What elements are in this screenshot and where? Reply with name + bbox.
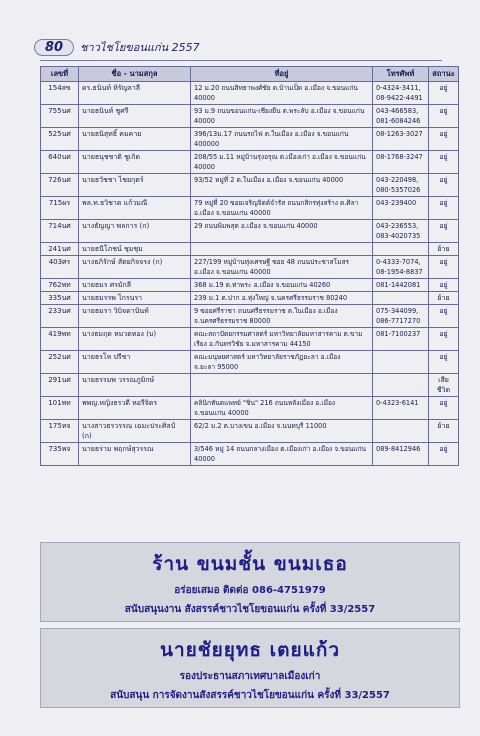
address-line: คลินิกทันตแพทย์ "ชิน" 216 ถนนหลังเมือง อ.เมือง [194,399,336,407]
member-status: อยู่ [429,197,459,220]
phone-line: 043-236553, [376,222,419,230]
address-line: 40000 [194,455,215,463]
publication-title: ชาวไชโยขอนแก่น 2557 [80,41,200,54]
member-id: 715ผร [41,197,79,220]
member-name: พพญ.หญิงธรวดี หอรีจิตร [79,397,191,420]
member-status: อยู่ [429,174,459,197]
address-line: 62/2 ม.2 ต.บางเขน อ.เมือง จ.นนทบุรี 11000 [194,422,327,430]
member-phone [373,374,429,397]
member-name: นายธนุชชาติ ชูเกิด [79,151,191,174]
member-name: นายธร่าม พฤกษ์สุวรรณ [79,443,191,466]
member-name: นายธนินท์ ชูศรี [79,105,191,128]
member-phone [373,397,429,420]
member-id: 714นศ [41,220,79,243]
table-row [41,328,459,351]
member-phone [373,256,429,279]
member-address [191,220,373,243]
ad-position: รองประธานสภาเทศบาลเมืองเก่า [179,671,321,682]
member-phone [373,105,429,128]
page-header [34,36,200,58]
member-name: นายธมรรพ ไกรนรา [79,292,191,305]
col-header-phone: โทรศัพท์ [373,67,429,82]
address-line: 368 ม.19 ต.ท่าพระ อ.เมือง จ.ขอนแก่น 40260 [194,281,331,289]
member-name: นางธัญญา พลการ (ก) [79,220,191,243]
address-line: 400000 [194,140,220,148]
member-status: เสียชีวิต [429,374,459,397]
address-line: 227/199 หมู่บ้านทุ่งเศรษฐี ซอย 48 ถนนประชาสโมสร [194,258,350,266]
member-status: อยู่ [429,351,459,374]
member-address [191,397,373,420]
sponsor-ad-shop [40,542,460,622]
ad-contact: อร่อยเสมอ ติดต่อ 086-4751979 [174,585,326,596]
member-name: นางธภิรักษ์ สัตยกิจจรง (ก) [79,256,191,279]
col-header-status: สถานะ [429,67,459,82]
member-name: นายธนีโภชน์ ชุมชุม [79,243,191,256]
member-phone [373,443,429,466]
address-line: 239 ม.1 ต.ปาก อ.ทุ่งใหญ่ จ.นครศรีธรรมราช 80240 [194,294,348,302]
table-body [41,82,459,466]
member-phone [373,351,429,374]
member-phone [373,292,429,305]
address-line: 208/55 ม.11 หมู่บ้านรุ่งอรุณ ต.เมืองเก่า อ.เมือง จ.ขอนแก่น [194,153,366,161]
member-id: 403ศร [41,256,79,279]
phone-line: 043-239400 [376,199,417,207]
address-line: 40000 [194,94,215,102]
ad-support-note: สนับสนุน การจัดงานสังสรรค์ชาวไชโยขอนแก่น ครั้งที่ 33/2557 [110,690,390,701]
member-name: นายธรโห ปรีชา [79,351,191,374]
member-address [191,243,373,256]
member-status: อยู่ [429,305,459,328]
member-address [191,305,373,328]
phone-line: 080-5357026 [376,186,421,194]
address-line: คณะมนุษยศาสตร์ มหาวิทยาลัยราชภัฏยะลา อ.เมือง [194,353,341,361]
address-line: 29 ถนนพิมพสุต อ.เมือง จ.ขอนแก่น 40000 [194,222,318,230]
table-row [41,220,459,243]
address-line: จ.นครศรีธรรมราช 80000 [194,317,271,325]
member-status: อยู่ [429,256,459,279]
phone-line: 081-1442081 [376,281,421,289]
member-id: 252นศ [41,351,79,374]
table-row [41,243,459,256]
member-id: 101พท [41,397,79,420]
member-id: 154สข [41,82,79,105]
member-id: 419พท [41,328,79,351]
address-line: อ.เมือง จ.ขอนแก่น 40000 [194,209,271,217]
member-name: นายธวัชชา ไชยกุตร์ [79,174,191,197]
table-header-row [41,67,459,82]
member-status: อยู่ [429,397,459,420]
page-number: 80 [34,39,74,56]
phone-line: 043-466583, [376,107,419,115]
member-address [191,174,373,197]
table-row [41,128,459,151]
member-address [191,279,373,292]
member-status: อยู่ [429,328,459,351]
table-row [41,197,459,220]
member-id: 735พจ [41,443,79,466]
table-row [41,292,459,305]
member-phone [373,279,429,292]
table-row [41,279,459,292]
member-name: นางสาวธรวรรณ เฉมะประศิลป์ (ก) [79,420,191,443]
address-line: 9 ซอยศรีราชา ถนนศรีธรรมราช ต.ในเมือง อ.เมือง [194,307,338,315]
table-row [41,420,459,443]
member-status: อยู่ [429,105,459,128]
address-line: 40000 [194,117,215,125]
member-address [191,82,373,105]
member-id: 241นศ [41,243,79,256]
phone-line: 075-344099, [376,307,419,315]
member-name: นางธมฤต หมวดทอง (บ) [79,328,191,351]
table-row [41,351,459,374]
member-address [191,197,373,220]
member-address [191,443,373,466]
member-name: ดร.ธนินท์ หิรัญลาลี [79,82,191,105]
address-line: 3/546 หมู่ 14 ถนนกลางเมือง ต.เมืองเก่า อ.เมือง จ.ขอนแก่น [194,445,367,453]
member-phone [373,151,429,174]
table-row [41,305,459,328]
ad-support-note: สนับสนุนงาน สังสรรค์ชาวไชโยขอนแก่น ครั้งที่ 33/2557 [124,604,376,615]
sponsor-ad-person [40,628,460,708]
member-id: 335นศ [41,292,79,305]
phone-line: 08-1768-3247 [376,153,423,161]
table-row [41,82,459,105]
address-line: 93/52 หมู่ที่ 2 ต.ในเมือง อ.เมือง จ.ขอนแก่น 40000 [194,176,344,184]
member-id: 525นศ [41,128,79,151]
phone-line: 08-1263-3027 [376,130,423,138]
phone-line: 086-7717270 [376,317,421,325]
address-line: 12 ม.20 ถนนสิทธาพงศ์ชัย ต.บ้านเป็ด อ.เมือง จ.ขอนแก่น [194,84,358,92]
member-id: 762พท [41,279,79,292]
member-id: 640นศ [41,151,79,174]
member-id: 175ทจ [41,420,79,443]
header-divider [40,60,442,61]
member-id: 726นศ [41,174,79,197]
member-status: อยู่ [429,220,459,243]
ad-title: ร้าน ขนมชั้น ขนมเธอ [152,553,348,575]
table-row [41,105,459,128]
member-name: พล.ท.ธวิชาต แก้วมณี [79,197,191,220]
phone-line: 08-1954-8837 [376,268,423,276]
member-phone [373,420,429,443]
member-phone [373,197,429,220]
member-phone [373,220,429,243]
phone-line: 081-7100237 [376,330,421,338]
member-phone [373,328,429,351]
member-address [191,105,373,128]
phone-line: 0-4333-7074, [376,258,421,266]
address-line: อ.เมือง จ.ขอนแก่น 40000 [194,268,271,276]
phone-line: 0-4324-3411, [376,84,421,92]
member-name: นายธมรา วิบิจตานันท์ [79,305,191,328]
col-header-name: ชื่อ - นามสกุล [79,67,191,82]
member-status: อยู่ [429,82,459,105]
address-line: คณะสถาปัตยกรรมศาสตร์ มหาวิทยาลัยมหาสารคาม ต.ขาม [194,330,363,338]
member-address [191,256,373,279]
phone-line: 08-9422-4491 [376,94,423,102]
member-id: 233นศ [41,305,79,328]
phone-line: 043-220498, [376,176,419,184]
member-address [191,420,373,443]
table-row [41,256,459,279]
member-id: 755นศ [41,105,79,128]
member-name: นายธรรมพ วรรณภูมิกษ์ [79,374,191,397]
address-line: 93 ม.9 ถนนขอนแก่น-เชียงยืน ต.พระลับ อ.เมือง จ.ขอนแก่น [194,107,365,115]
member-status: ย้าย [429,420,459,443]
phone-line: 0-4323-6141 [376,399,419,407]
address-line: จ.ยะลา 95000 [194,363,239,371]
member-status: อยู่ [429,279,459,292]
table-row [41,174,459,197]
address-line: จ.ขอนแก่น 40000 [194,409,249,417]
col-header-id: เลขที่ [41,67,79,82]
address-line: 40000 [194,163,215,171]
table-row [41,374,459,397]
member-id: 291นศ [41,374,79,397]
member-status: อยู่ [429,443,459,466]
member-address [191,292,373,305]
phone-line: 089-8412946 [376,445,421,453]
member-phone [373,243,429,256]
phone-line: 081-6084246 [376,117,421,125]
member-address [191,328,373,351]
member-address [191,351,373,374]
member-name: นายธนิสุทธิ์ คมคาย [79,128,191,151]
member-status: ย้าย [429,292,459,305]
member-address [191,151,373,174]
table-row [41,443,459,466]
member-phone [373,82,429,105]
address-line: เรียง อ.กันทรวิชัย จ.มหาสารคาม 44150 [194,340,311,348]
table-row [41,397,459,420]
member-phone [373,305,429,328]
table-row [41,151,459,174]
col-header-address: ที่อยู่ [191,67,373,82]
member-table [40,66,459,466]
member-address [191,374,373,397]
member-status: ย้าย [429,243,459,256]
address-line: 79 หมู่ที่ 20 ซอยเจริญจิตต์จำรัส ถนนกสิกรทุ่งสร้าง ต.ศิลา [194,199,359,207]
member-status: อยู่ [429,128,459,151]
member-phone [373,128,429,151]
member-name: นายธมร ศรมักลี [79,279,191,292]
member-phone [373,174,429,197]
member-address [191,128,373,151]
address-line: 396/13ม.17 ถนนรถไฟ ต.ในเมือง อ.เมือง จ.ขอนแก่น [194,130,349,138]
member-status: อยู่ [429,151,459,174]
phone-line: 083-4020735 [376,232,421,240]
ad-title: นายชัยยุทธ เตยแก้ว [159,639,341,661]
